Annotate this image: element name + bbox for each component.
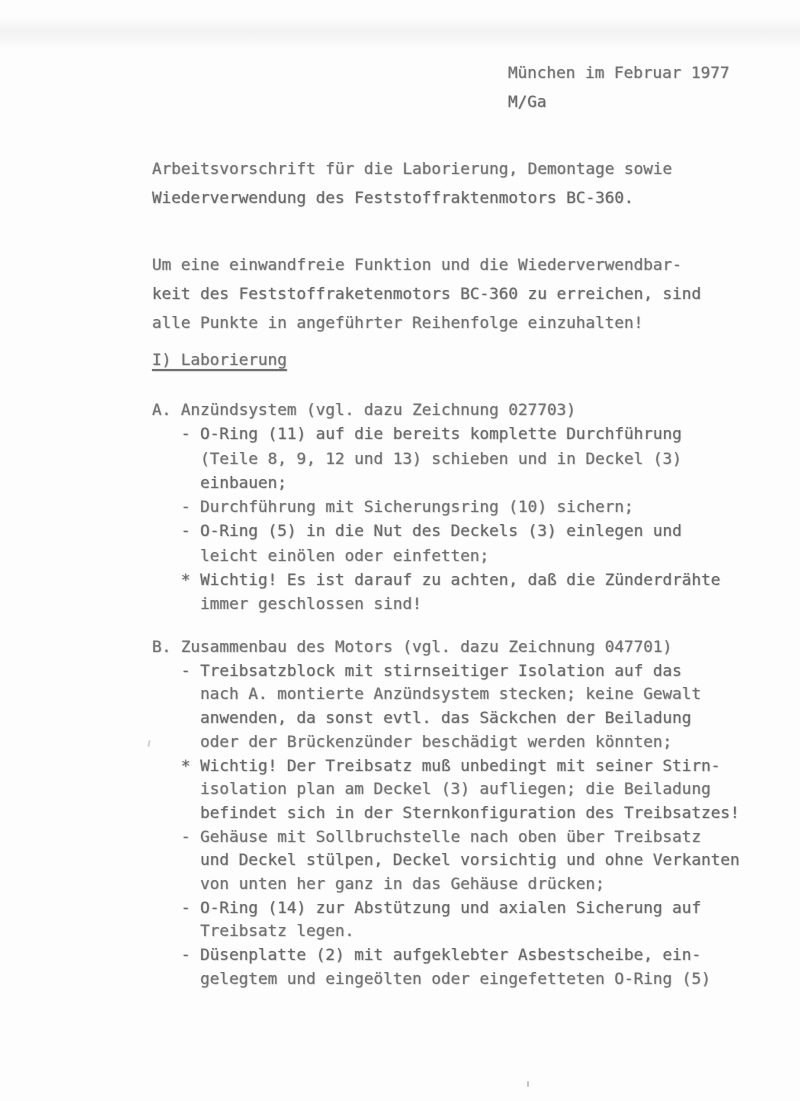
date-line: München im Februar 1977	[508, 63, 730, 82]
text-line: - O-Ring (14) zur Abstützung und axialen Sicherung auf	[152, 897, 702, 917]
document-title	[152, 154, 672, 212]
text-line: * Wichtig! Es ist darauf zu achten, daß die Zünderdrähte	[152, 570, 721, 590]
text-line: einbauen;	[152, 472, 287, 492]
scan-speck	[147, 740, 150, 747]
section-a-anzuendsystem	[152, 398, 720, 617]
text-line: keit des Feststoffraketenmotors BC-360 zu erreichen, sind	[152, 284, 702, 303]
text-line: - Durchführung mit Sicherungsring (10) sichern;	[152, 497, 634, 517]
text-line: leicht einölen oder einfetten;	[152, 545, 490, 565]
text-line: - O-Ring (11) auf die bereits komplette Durchführung	[152, 424, 682, 444]
text-line: * Wichtig! Der Treibsatz muß unbedingt mit seiner Stirn-	[152, 755, 721, 775]
section-b-zusammenbau	[152, 635, 740, 991]
text-line: Um eine einwandfreie Funktion und die Wiederverwendbar-	[152, 255, 682, 274]
scan-speck	[527, 1081, 529, 1087]
title-line: Wiederverwendung des Feststoffraktenmotors BC-360.	[152, 188, 634, 207]
text-line: B. Zusammenbau des Motors (vgl. dazu Zeichnung 047701)	[152, 637, 673, 656]
text-line: anwenden, da sonst evtl. das Säckchen der Beiladung	[152, 708, 692, 728]
intro-paragraph	[152, 250, 701, 337]
section-heading-text: I) Laborierung	[152, 350, 287, 369]
text-line: - Düsenplatte (2) mit aufgeklebter Asbestscheibe, ein-	[152, 945, 702, 965]
header-block	[508, 58, 730, 116]
title-line: Arbeitsvorschrift für die Laborierung, Demontage sowie	[152, 159, 673, 178]
text-line: und Deckel stülpen, Deckel vorsichtig und ohne Verkanten	[152, 850, 740, 870]
text-line: oder der Brückenzünder beschädigt werden könnten;	[152, 731, 673, 751]
text-line: gelegtem und eingeölten oder eingefetteten O-Ring (5)	[152, 968, 711, 988]
section-heading	[152, 348, 287, 372]
text-line: befindet sich in der Sternkonfiguration des Treibsatzes!	[152, 802, 740, 822]
text-line: - O-Ring (5) in die Nut des Deckels (3) einlegen und	[152, 521, 682, 541]
text-line: - Gehäuse mit Sollbruchstelle nach oben über Treibsatz	[152, 826, 702, 846]
text-line: Treibsatz legen.	[152, 921, 355, 941]
reference-line: M/Ga	[508, 92, 547, 111]
text-line: alle Punkte in angeführter Reihenfolge einzuhalten!	[152, 313, 644, 332]
text-line: nach A. montierte Anzündsystem stecken; keine Gewalt	[152, 684, 702, 704]
text-line: (Teile 8, 9, 12 und 13) schieben und in Deckel (3)	[152, 448, 682, 468]
text-line: immer geschlossen sind!	[152, 594, 422, 614]
text-line: von unten her ganz in das Gehäuse drücken;	[152, 874, 605, 894]
text-line: - Treibsatzblock mit stirnseitiger Isolation auf das	[152, 660, 682, 680]
text-line: isolation plan am Deckel (3) aufliegen; die Beiladung	[152, 779, 711, 799]
text-line: A. Anzündsystem (vgl. dazu Zeichnung 027703)	[152, 400, 576, 419]
